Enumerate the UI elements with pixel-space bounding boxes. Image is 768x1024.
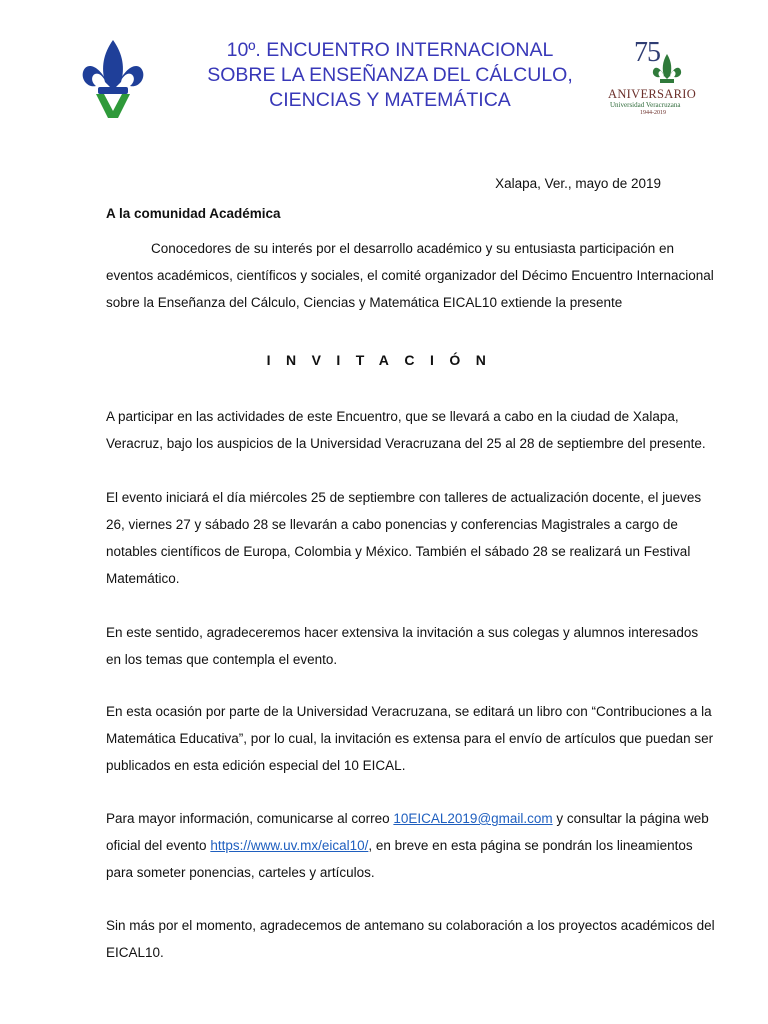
fleur-de-lis-icon [80, 38, 146, 120]
paragraph-line: En esta ocasión por parte de la Universidad Veracruzana, se editará un libro con “Contribuciones a la [106, 704, 712, 719]
paragraph-line [106, 805, 709, 832]
paragraph-line: Sin más por el momento, agradecemos de antemano su colaboración a los proyectos académicos del [106, 918, 715, 933]
paragraph-line: 26, viernes 27 y sábado 28 se llevarán a cabo ponencias y conferencias Magistrales a cargo de [106, 517, 678, 532]
anniversary-number: 75 [634, 37, 660, 68]
invitation-heading: INVITACIÓN [266, 352, 502, 368]
paragraph-line [106, 832, 693, 859]
paragraph-4 [106, 698, 714, 779]
paragraph-5 [106, 805, 709, 886]
paragraph-line: En este sentido, agradeceremos hacer extensiva la invitación a sus colegas y alumnos interesados [106, 625, 699, 640]
paragraph-line: para someter ponencias, carteles y artículos. [106, 865, 375, 880]
paragraph-line: publicados en esta edición especial del 10 EICAL. [106, 758, 406, 773]
paragraph-line: El evento iniciará el día miércoles 25 de septiembre con talleres de actualización docente, el jueves [106, 490, 702, 505]
event-title-line: SOBRE LA ENSEÑANZA DEL CÁLCULO, [207, 64, 573, 86]
contact-email-link[interactable]: 10EICAL2019@gmail.com [393, 811, 553, 826]
paragraph-line: Matemática Educativa”, por lo cual, la invitación es extensa para el envío de artículos que puedan ser [106, 731, 714, 746]
event-title-line: 10º. ENCUENTRO INTERNACIONAL [226, 39, 554, 61]
event-title-line: CIENCIAS Y MATEMÁTICA [269, 89, 511, 111]
paragraph-line: en los temas que contempla el evento. [106, 652, 338, 667]
intro-paragraph [106, 235, 714, 316]
paragraph-1 [106, 403, 706, 457]
paragraph-3 [106, 619, 699, 673]
text-span: oficial del evento [106, 838, 211, 853]
paragraph-line: eventos académicos, científicos y sociales, el comité organizador del Décimo Encuentro Internacional [106, 268, 714, 283]
text-span: y consultar la página web [552, 811, 709, 826]
anniversary-word: ANIVERSARIO [608, 87, 697, 101]
paragraph-2 [106, 484, 702, 592]
text-span: Para mayor información, comunicarse al correo [106, 811, 394, 826]
paragraph-line: Veracruz, bajo los auspicios de la Universidad Veracruzana del 25 al 28 de septiembre del presente. [106, 436, 706, 451]
event-title [190, 38, 590, 113]
letter-date: Xalapa, Ver., mayo de 2019 [495, 176, 661, 191]
anniversary-university: Universidad Veracruzana [610, 101, 681, 109]
paragraph-line: notables científicos de Europa, Colombia y México. También el sábado 28 se realizará un Festival [106, 544, 691, 559]
paragraph-6 [106, 912, 715, 966]
anniversary-fleur-icon [652, 52, 682, 88]
university-logo [80, 38, 146, 120]
anniversary-years: 1944-2019 [640, 110, 666, 116]
paragraph-line: EICAL10. [106, 945, 164, 960]
text-span: , en breve en esta página se pondrán los lineamientos [368, 838, 693, 853]
anniversary-logo [604, 38, 708, 122]
paragraph-line: Matemático. [106, 571, 180, 586]
paragraph-line: sobre la Enseñanza del Cálculo, Ciencias y Matemática EICAL10 extiende la presente [106, 295, 623, 310]
paragraph-line: Conocedores de su interés por el desarrollo académico y su entusiasta participación en [151, 241, 675, 256]
event-website-link[interactable]: https://www.uv.mx/eical10/ [210, 838, 369, 853]
letter-salutation: A la comunidad Académica [106, 206, 281, 221]
paragraph-line: A participar en las actividades de este Encuentro, que se llevará a cabo en la ciudad de Xalapa, [106, 409, 679, 424]
